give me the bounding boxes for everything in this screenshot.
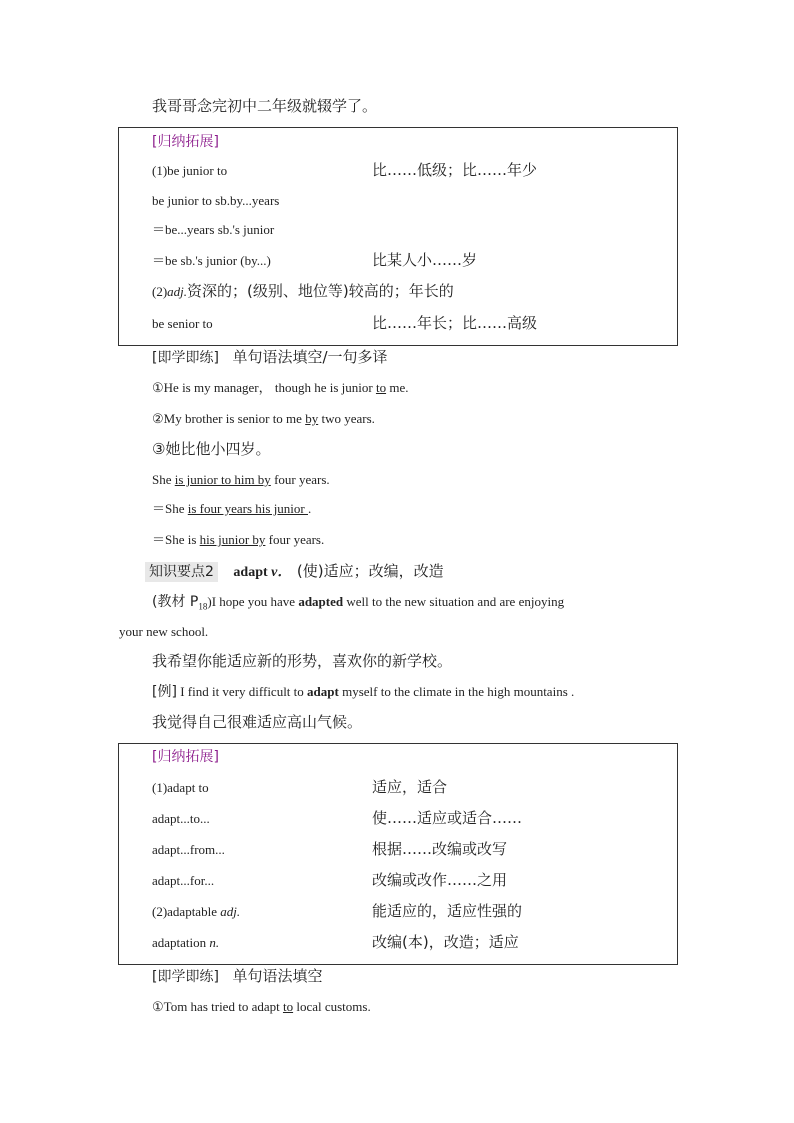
q2-answer: by (305, 411, 319, 426)
q3a-answer: is junior to him by (174, 472, 271, 487)
box1-row5-meaning: 资深的；(级别、地位等)较高的；年长的 (187, 282, 454, 300)
textbook-page: 18 (198, 601, 208, 612)
textbook-text-2: well to the new situation and are enjoying (343, 594, 565, 609)
example-keyword: adapt (307, 684, 339, 699)
practice-tag-1: [即学即练] (152, 350, 219, 366)
q3c-text: ＝She is (152, 532, 200, 547)
practice1-q3c (152, 530, 324, 550)
practice-header-2 (152, 966, 322, 988)
box1-row2-en: be junior to sb.by...years (152, 193, 280, 208)
q3b-answer: is four years his junior (187, 501, 308, 516)
textbook-text: )I hope you have (207, 594, 299, 609)
box1-row6-en: be senior to (152, 316, 213, 331)
box1-row3-en: ＝be...years sb.'s junior (152, 222, 275, 237)
practice-title-1: 单句语法填空/一句多译 (232, 348, 388, 366)
example-text-2: myself to the climate in the high mountains . (338, 684, 575, 699)
q2-text: ②My brother is senior to me (152, 411, 306, 426)
example-text: I find it very difficult to (176, 684, 308, 699)
p2q1-answer: to (282, 999, 294, 1014)
box1-row5 (152, 281, 454, 303)
practice1-q3-cn: ③她比他小四岁。 (152, 440, 271, 458)
box1-row4-cn: 比某人小……岁 (372, 251, 478, 269)
box2-row1-cn: 适应，适合 (372, 778, 448, 796)
box2-row4-en: adapt...for... (152, 873, 215, 888)
summary-tag-1: [归纳拓展] (152, 134, 219, 150)
q3c-text-end: four years. (265, 532, 325, 547)
box2-row6-cn: 改编(本)，改造；适应 (372, 933, 519, 951)
p2q1-text-end: local customs. (293, 999, 371, 1014)
q2-text-end: two years. (318, 411, 375, 426)
q3a-text-end: four years. (270, 472, 330, 487)
box2-row5-cn: 能适应的，适应性强的 (372, 902, 523, 920)
practice-tag-2: [即学即练] (152, 969, 219, 985)
box1-row1-en: (1)be junior to (152, 163, 228, 178)
example-translation: 我觉得自己很难适应高山气候。 (152, 713, 363, 731)
q3b-text-end: . (308, 501, 312, 516)
example-tag: [例] (152, 684, 177, 700)
box2-row6-en (152, 933, 219, 953)
box1-row5-prefix: (2) (152, 284, 168, 299)
q1-text: ①He is my manager， though he is junior (152, 380, 376, 395)
practice1-q2 (152, 409, 375, 429)
box1-row5-pos: adj. (167, 284, 188, 299)
box2-row5-word: (2)adaptable (152, 904, 221, 919)
q3a-text: She (152, 472, 175, 487)
example-sentence (152, 682, 574, 702)
box2-row2-en: adapt...to... (152, 811, 210, 826)
keyword-pos: v． (271, 565, 292, 580)
textbook-prefix: (教材 P (152, 594, 199, 610)
practice1-q3b (152, 499, 311, 519)
practice-header-1 (152, 347, 388, 369)
textbook-sentence-cont: your new school. (119, 624, 209, 639)
box2-row6-word: adaptation (152, 935, 210, 950)
summary-tag-2: [归纳拓展] (152, 749, 219, 765)
q1-text-end: me. (386, 380, 409, 395)
knowledge-point-heading (145, 561, 444, 583)
q1-answer: to (375, 380, 387, 395)
box1-row4-en: ＝be sb.'s junior (by...) (152, 253, 271, 268)
box2-row6-pos: n. (209, 935, 220, 950)
box2-row5-en (152, 902, 240, 922)
box1-row6-cn: 比……年长；比……高级 (372, 314, 538, 332)
practice1-q3a (152, 470, 330, 490)
box2-row1-en: (1)adapt to (152, 780, 209, 795)
practice1-q1 (152, 378, 408, 398)
p2q1-text: ①Tom has tried to adapt (152, 999, 283, 1014)
box2-row4-cn: 改编或改作……之用 (372, 871, 508, 889)
intro-sentence: 我哥哥念完初中二年级就辍学了。 (152, 97, 378, 115)
box2-row2-cn: 使……适应或适合…… (372, 809, 523, 827)
keyword: adapt (233, 565, 268, 580)
box2-row3-en: adapt...from... (152, 842, 225, 857)
textbook-keyword: adapted (298, 594, 344, 609)
keyword-meaning: (使)适应；改编，改造 (296, 562, 444, 580)
practice-title-2: 单句语法填空 (232, 967, 323, 985)
q3c-answer: his junior by (199, 532, 266, 547)
practice2-q1 (152, 997, 371, 1017)
box2-row5-pos: adj. (220, 904, 241, 919)
textbook-translation: 我希望你能适应新的形势，喜欢你的新学校。 (152, 652, 453, 670)
textbook-sentence (152, 592, 564, 617)
q3b-text: ＝She (152, 501, 188, 516)
box1-row1-cn: 比……低级；比……年少 (372, 161, 538, 179)
box2-row3-cn: 根据……改编或改写 (372, 840, 508, 858)
knowledge-point-label: 知识要点2 (145, 562, 218, 582)
